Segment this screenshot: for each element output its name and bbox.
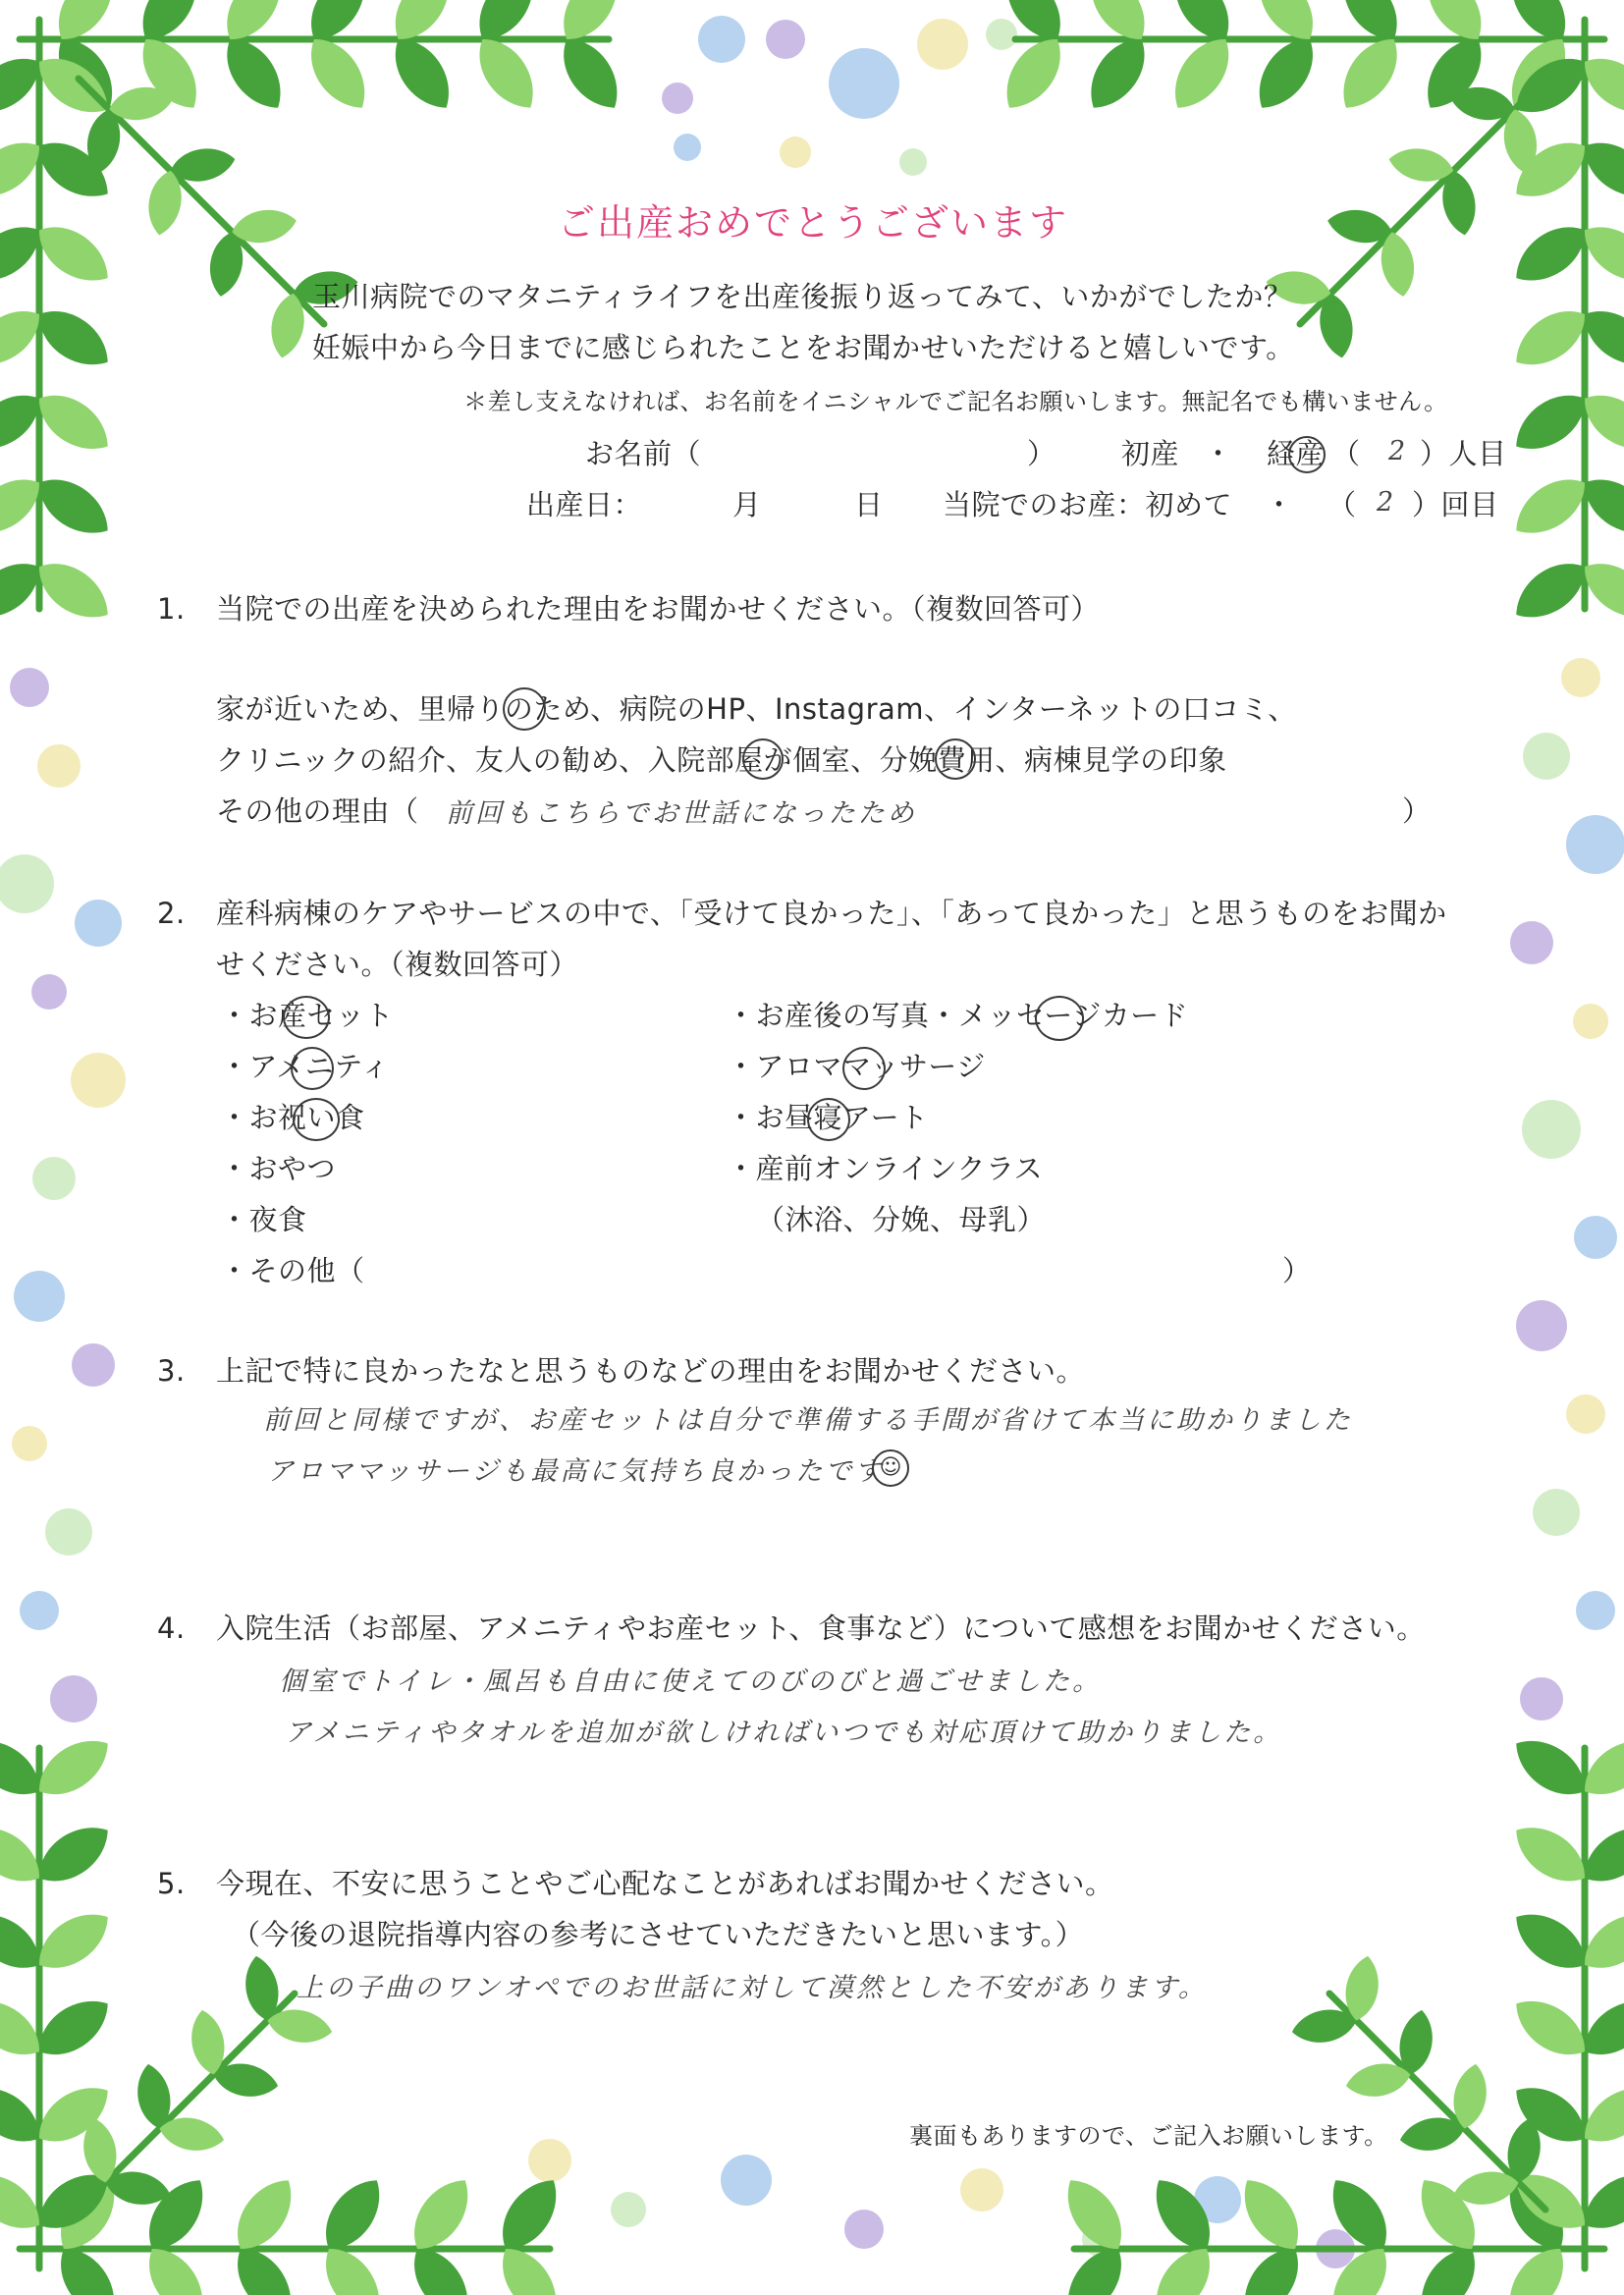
leaf-icon [0, 298, 51, 379]
q2-item-night-meal: ・夜食 [220, 1203, 307, 1236]
keisan-option: 経産 [1267, 437, 1326, 470]
q2-item-other: ・その他（ [220, 1254, 365, 1287]
separator-dot: ・ [1204, 437, 1233, 470]
dot-icon [12, 1426, 47, 1461]
dot-icon [674, 134, 701, 161]
q2-circle-amenity [291, 1047, 334, 1090]
leaf-icon [0, 130, 51, 211]
leaf-icon [1573, 298, 1624, 379]
leaf-icon [0, 550, 51, 631]
q1-circle-koshitsu [742, 738, 784, 780]
q2-item-snack: ・おやつ [220, 1152, 337, 1185]
leaf-icon [1245, 0, 1326, 51]
intro-line-2: 妊娠中から今日までに感じられたことをお聞かせいただけると嬉しいです。 [312, 331, 1295, 364]
q3-answer-line-2: アロママッサージも最高に気持ち良かったです [267, 1456, 885, 1487]
leaf-icon [1573, 550, 1624, 631]
dot-icon [10, 668, 49, 707]
dot-icon [829, 48, 899, 119]
q1-other-close: ） [1402, 794, 1432, 828]
times-open: （ [1327, 488, 1357, 521]
leaf-icon [1573, 213, 1624, 295]
dot-icon [1561, 658, 1600, 697]
dot-icon [528, 2139, 571, 2182]
dot-icon [766, 20, 805, 59]
leaf-icon [0, 1987, 51, 2068]
q2-circle-celebration [293, 1098, 340, 1141]
leaf-icon [213, 0, 295, 51]
dot-icon [20, 1591, 59, 1630]
dot-icon [32, 1157, 76, 1200]
keisan-circle [1288, 436, 1326, 473]
stem-icon [1300, 79, 1545, 324]
dot-icon [45, 1508, 92, 1556]
q2-item-online-class: ・産前オンラインクラス [727, 1152, 1044, 1185]
q3-answer-line-1: 前回と同様ですが、お産セットは自分で準備する手間が省けて本当に助かりました [263, 1405, 1353, 1436]
leaf-icon [0, 1814, 51, 1895]
leaf-icon [1497, 0, 1579, 51]
dot-icon [37, 744, 81, 788]
q2-circle-aroma [842, 1047, 886, 1090]
q5-answer: 上の子曲のワンオペでのお世話に対して漠然とした不安があります。 [297, 1973, 1208, 2003]
leaf-icon [0, 1900, 51, 1982]
q2-circle-photo [1035, 996, 1084, 1041]
leaf-icon [0, 2160, 51, 2242]
birth-date-label: 出産日： [526, 488, 643, 521]
dot-icon [698, 16, 745, 63]
leaf-icon [0, 382, 51, 464]
q1-circle-hiyou [935, 738, 976, 780]
dot-icon [71, 1053, 126, 1108]
q3-question: 上記で特に良かったなと思うものなどの理由をお聞かせください。 [216, 1354, 1086, 1388]
leaf-icon [1573, 1814, 1624, 1895]
leaf-icon [298, 0, 379, 51]
q4-answer-line-1: 個室でトイレ・風呂も自由に使えてのびのびと過ごせました。 [279, 1667, 1103, 1697]
leaf-icon [45, 0, 127, 51]
leaf-icon [1573, 1987, 1624, 2068]
q2-other-close: ） [1282, 1254, 1312, 1287]
q2-online-class-sub: （沐浴、分娩、母乳） [756, 1203, 1047, 1236]
stem-icon [79, 1994, 295, 2210]
leaf-icon [1573, 45, 1624, 127]
q2-item-osan-set: ・お産セット [220, 999, 395, 1032]
q1-number: 1. [157, 592, 186, 626]
q5-question: 今現在、不安に思うことやご心配なことがあればお聞かせください。 [216, 1867, 1114, 1900]
birth-count-open: （ [1331, 437, 1361, 470]
q2-item-celebration-meal: ・お祝い食 [220, 1101, 365, 1134]
intro-line-1: 玉川病院でのマタニティライフを出産後振り返ってみて、いかがでしたか？ [312, 280, 1293, 313]
dot-icon [1533, 1489, 1580, 1536]
dot-icon [1523, 733, 1570, 780]
shosan-option: 初産 [1121, 437, 1180, 470]
leaf-icon [0, 45, 51, 127]
birth-count-answer: 2 [1388, 436, 1409, 466]
times-answer: 2 [1377, 487, 1397, 518]
dot-icon [1510, 921, 1553, 964]
q2-item-photo-card: ・お産後の写真・メッセージカード [727, 999, 1189, 1032]
q2-number: 2. [157, 897, 186, 930]
dot-icon [75, 900, 122, 947]
dot-icon [721, 2155, 772, 2206]
q2-item-nap-art: ・お昼寝アート [727, 1101, 929, 1134]
dot-icon [611, 2192, 646, 2227]
q1-circle-satogaeri [503, 687, 546, 731]
q3-number: 3. [157, 1354, 186, 1388]
dot-icon [0, 854, 54, 913]
stem-icon [79, 79, 324, 324]
times-close: ）回目 [1412, 488, 1499, 521]
q1-options-line-2: クリニックの紹介、友人の勧め、入院部屋が個室、分娩費用、病棟見学の印象 [216, 743, 1227, 777]
q4-answer-line-2: アメニティやタオルを追加が欲しければいつでも対応頂けて助かりました。 [285, 1718, 1283, 1748]
q5-number: 5. [157, 1867, 186, 1900]
day-label: 日 [854, 488, 884, 521]
q4-number: 4. [157, 1612, 186, 1645]
dot-icon [844, 2210, 884, 2249]
name-label: お名前（ [585, 437, 702, 470]
q1-other-answer: 前回もこちらでお世話になったため [446, 798, 917, 829]
dot-icon [1520, 1677, 1563, 1721]
dot-icon [1576, 1591, 1615, 1630]
dot-icon [1574, 1216, 1617, 1259]
q1-options-line-1: 家が近いため、里帰りのため、病院のHP、Instagram、インターネットの口コミ、 [216, 692, 1297, 726]
leaf-icon [1162, 0, 1243, 51]
leaf-icon [0, 213, 51, 295]
dot-icon [780, 137, 811, 168]
separator-dot: ・ [1265, 488, 1294, 521]
leaf-icon [130, 0, 211, 51]
leaf-icon [1573, 2160, 1624, 2242]
leaf-icon [0, 2074, 51, 2156]
dot-icon [50, 1675, 97, 1722]
leaf-icon [1573, 2074, 1624, 2156]
stem-icon [1329, 1994, 1545, 2210]
leaf-icon [1329, 0, 1411, 51]
leaf-icon [1573, 382, 1624, 464]
q2-circle-osan-set [283, 996, 330, 1039]
q1-other-label: その他の理由（ [216, 794, 419, 828]
birth-count-close: ）人目 [1420, 437, 1507, 470]
dot-icon [917, 19, 968, 70]
dot-icon [986, 19, 1017, 50]
q1-question: 当院での出産を決められた理由をお聞かせください。（複数回答可） [216, 592, 1101, 626]
initials-note: ＊差し支えなければ、お名前をイニシャルでご記名お願いします。無記名でも構いません。 [463, 388, 1448, 415]
leaf-icon [0, 465, 51, 547]
leaf-icon [550, 0, 631, 51]
name-close: ） [1027, 437, 1056, 470]
month-label: 月 [732, 488, 762, 521]
delivery-here-label: 当院でのお産：初めて [943, 488, 1233, 521]
dot-icon [1566, 815, 1624, 874]
leaf-icon [1077, 0, 1159, 51]
q4-question: 入院生活（お部屋、アメニティやお産セット、食事など）について感想をお聞かせください。 [216, 1612, 1426, 1645]
dot-icon [1516, 1300, 1567, 1351]
dot-icon [960, 2168, 1003, 2212]
leaf-icon [1573, 130, 1624, 211]
smiley-icon: ☺ [872, 1449, 909, 1487]
q2-item-amenity: ・アメニティ [220, 1050, 390, 1083]
leaf-icon [0, 1726, 51, 1808]
back-side-note: 裏面もありますので、ご記入お願いします。 [909, 2122, 1388, 2150]
dot-icon [1573, 1004, 1608, 1039]
leaf-icon [1414, 0, 1495, 51]
dot-icon [14, 1271, 65, 1322]
page-title: ご出産おめでとうございます [558, 201, 1069, 245]
leaf-icon [1573, 1900, 1624, 1982]
dot-icon [899, 148, 927, 176]
q5-sub-note: （今後の退院指導内容の参考にさせていただきたいと思います。） [232, 1918, 1085, 1951]
q2-item-aroma-massage: ・アロママッサージ [727, 1050, 986, 1083]
dot-icon [72, 1343, 115, 1387]
q2-circle-nap [807, 1098, 850, 1141]
q2-question-line-1: 産科病棟のケアやサービスの中で、「受けて良かった」、「あって良かった」と思うものをお聞か [216, 897, 1447, 930]
dot-icon [1522, 1100, 1581, 1159]
leaf-icon [465, 0, 547, 51]
q2-question-line-2: せください。（複数回答可） [216, 948, 579, 981]
dot-icon [662, 82, 693, 114]
leaf-icon [1573, 465, 1624, 547]
dot-icon [1566, 1394, 1605, 1434]
dot-icon [31, 974, 67, 1010]
leaf-icon [1573, 1726, 1624, 1808]
leaf-icon [382, 0, 463, 51]
